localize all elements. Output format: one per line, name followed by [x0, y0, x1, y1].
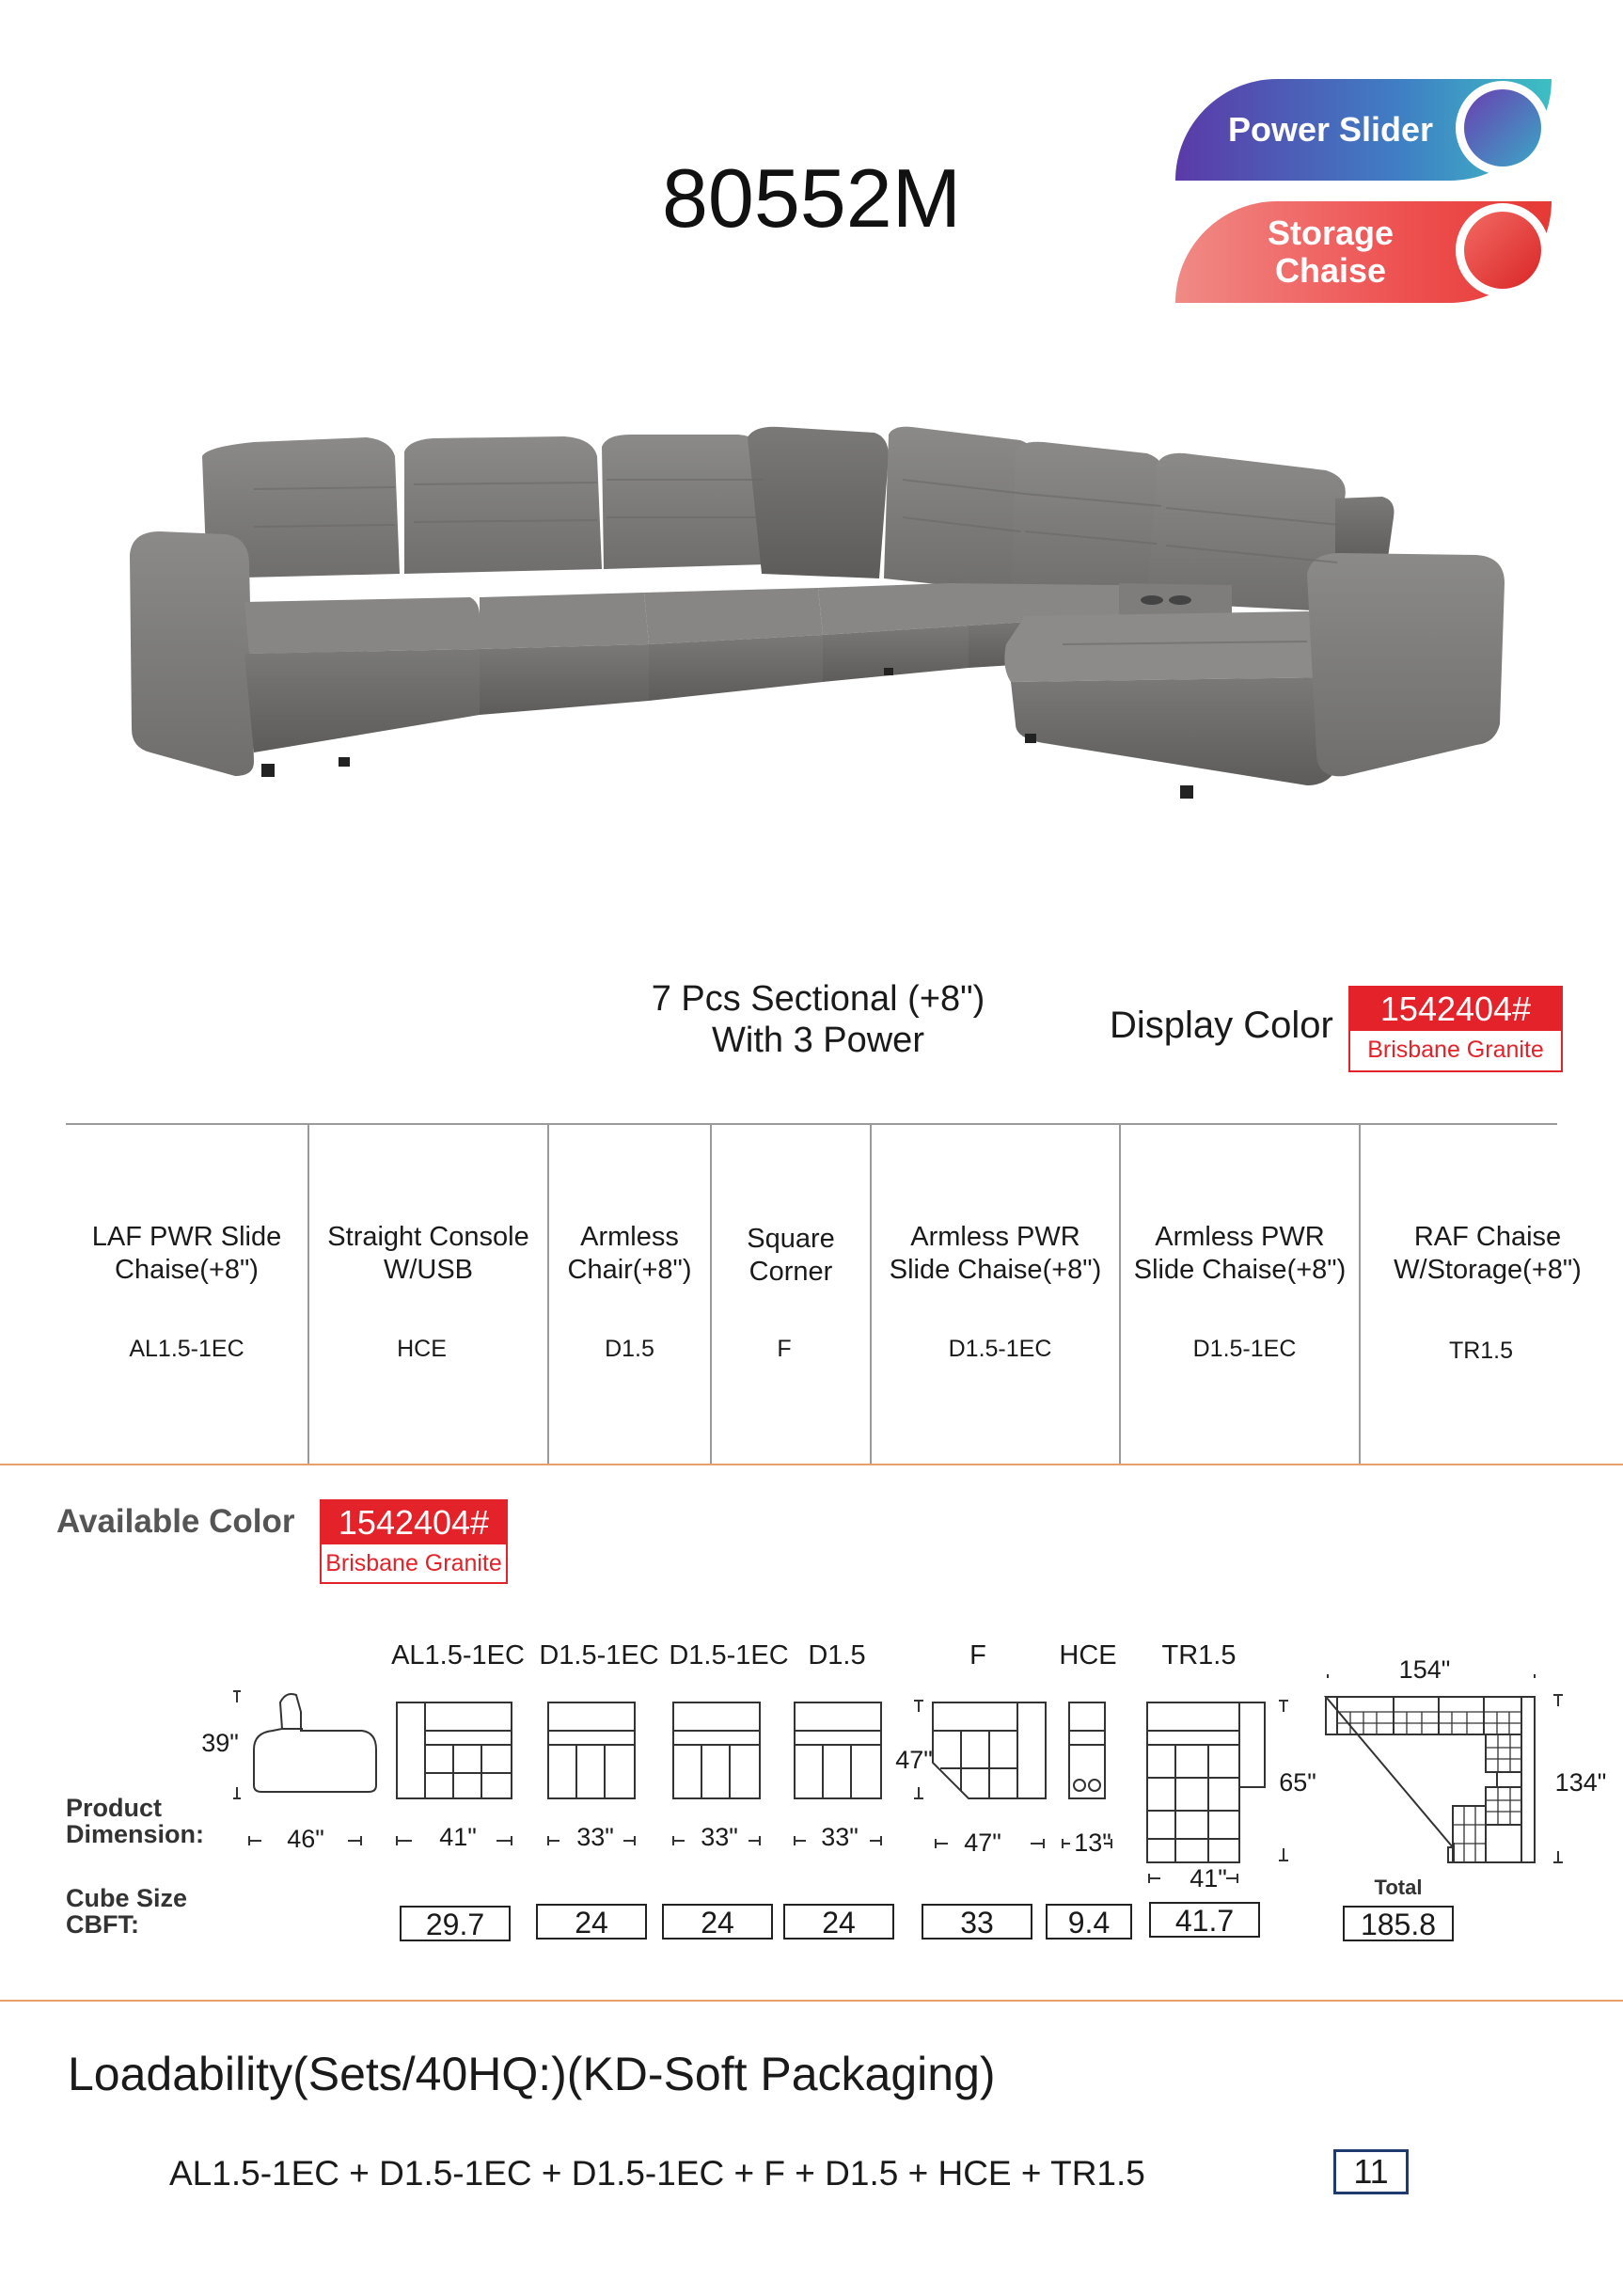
- cube-value: 9.4: [1046, 1904, 1132, 1940]
- unit-width: 41": [1190, 1864, 1227, 1892]
- unit-width: 33": [701, 1823, 738, 1851]
- loadability-title: Loadability(Sets/40HQ:)(KD-Soft Packaging): [68, 2048, 996, 2100]
- badge-circle-icon: [1456, 81, 1550, 175]
- unit-code: D1.5: [808, 1640, 866, 1671]
- cube-value: 24: [662, 1904, 773, 1940]
- unit-width: 41": [439, 1823, 477, 1851]
- side-height: 39": [201, 1729, 239, 1757]
- piece-code: AL1.5-1EC: [129, 1336, 244, 1362]
- piece-code: D1.5-1EC: [1192, 1336, 1297, 1362]
- product-dimension-label: Product Dimension:: [66, 1794, 205, 1848]
- cube-value: 33: [922, 1904, 1032, 1940]
- loadability-combination: AL1.5-1EC + D1.5-1EC + D1.5-1EC + F + D1.5 + HCE + TR1.5: [169, 2154, 1145, 2193]
- overall-depth: 134": [1554, 1768, 1607, 1797]
- piece-name: Square Corner: [747, 1224, 835, 1287]
- piece-name: Armless PWR Slide Chaise(+8"): [1133, 1222, 1347, 1285]
- display-color-name: Brisbane Granite: [1367, 1037, 1544, 1063]
- cube-size-label: Cube Size CBFT:: [66, 1884, 188, 1939]
- piece-name: Armless PWR Slide Chaise(+8"): [889, 1222, 1102, 1285]
- unit-code: D1.5-1EC: [539, 1640, 659, 1671]
- configuration-subtitle: [564, 978, 1072, 1061]
- overall-layout-drawing: [1326, 1674, 1563, 1862]
- storage-chaise-badge: [1175, 201, 1552, 303]
- piece-code: D1.5-1EC: [948, 1336, 1052, 1362]
- unit-code: D1.5-1EC: [669, 1640, 789, 1671]
- cube-value: 29.7: [400, 1906, 511, 1941]
- unit-code: HCE: [1059, 1640, 1117, 1671]
- unit-code: AL1.5-1EC: [391, 1640, 525, 1671]
- unit-width: 33": [821, 1823, 859, 1851]
- unit-code: F: [969, 1640, 986, 1671]
- unit-code: TR1.5: [1161, 1640, 1237, 1671]
- badge-label: Storage Chaise: [1267, 214, 1395, 290]
- section-divider: [0, 2000, 1623, 2002]
- unit-width: 33": [576, 1823, 614, 1851]
- available-color-code: 1542404#: [322, 1501, 506, 1544]
- badge-label: Power Slider: [1227, 110, 1434, 149]
- display-color-label: Display Color: [1110, 1005, 1333, 1046]
- table-top-rule: [66, 1123, 1557, 1125]
- dimension-drawings: [188, 1674, 1617, 1900]
- cube-value: 24: [783, 1904, 894, 1940]
- cube-value: 24: [536, 1904, 647, 1940]
- piece-code: D1.5: [605, 1336, 654, 1362]
- model-number: 80552M: [661, 151, 961, 245]
- total-label: Total: [1374, 1876, 1423, 1899]
- piece-name: LAF PWR Slide Chaise(+8"): [91, 1222, 282, 1285]
- chaise-length: 65": [1279, 1768, 1316, 1797]
- piece-name: Straight Console W/USB: [327, 1222, 529, 1285]
- available-color-swatch: [320, 1499, 508, 1584]
- overall-width: 154": [1398, 1655, 1451, 1684]
- piece-code: TR1.5: [1448, 1338, 1514, 1364]
- piece-name: Armless Chair(+8"): [567, 1222, 692, 1285]
- subtitle-line1: 7 Pcs Sectional (+8"): [651, 979, 985, 1019]
- display-color-swatch: [1348, 986, 1563, 1072]
- available-color-label: Available Color: [56, 1503, 295, 1540]
- unit-width: 47": [964, 1829, 1001, 1857]
- side-depth: 46": [287, 1825, 324, 1853]
- unit-width: 13": [1074, 1829, 1111, 1857]
- available-color-name: Brisbane Granite: [325, 1550, 502, 1576]
- piece-code: F: [777, 1336, 792, 1362]
- total-cube-value: 185.8: [1343, 1906, 1454, 1941]
- unit-drawing-console: [1063, 1702, 1111, 1848]
- piece-code: HCE: [397, 1336, 447, 1362]
- badge-circle-icon: [1456, 203, 1550, 297]
- subtitle-line2: With 3 Power: [712, 1021, 924, 1060]
- piece-name: RAF Chaise W/Storage(+8"): [1394, 1222, 1582, 1285]
- side-profile-drawing: [233, 1691, 376, 1845]
- sectional-sofa-image: [122, 414, 1514, 809]
- cube-value: 41.7: [1149, 1902, 1260, 1938]
- corner-height: 47": [895, 1746, 933, 1774]
- display-color-code: 1542404#: [1350, 988, 1561, 1031]
- section-divider: [0, 1464, 1623, 1465]
- sets-per-container: 11: [1333, 2149, 1409, 2194]
- power-slider-badge: [1175, 79, 1552, 181]
- unit-drawing-chaise: [1147, 1701, 1288, 1883]
